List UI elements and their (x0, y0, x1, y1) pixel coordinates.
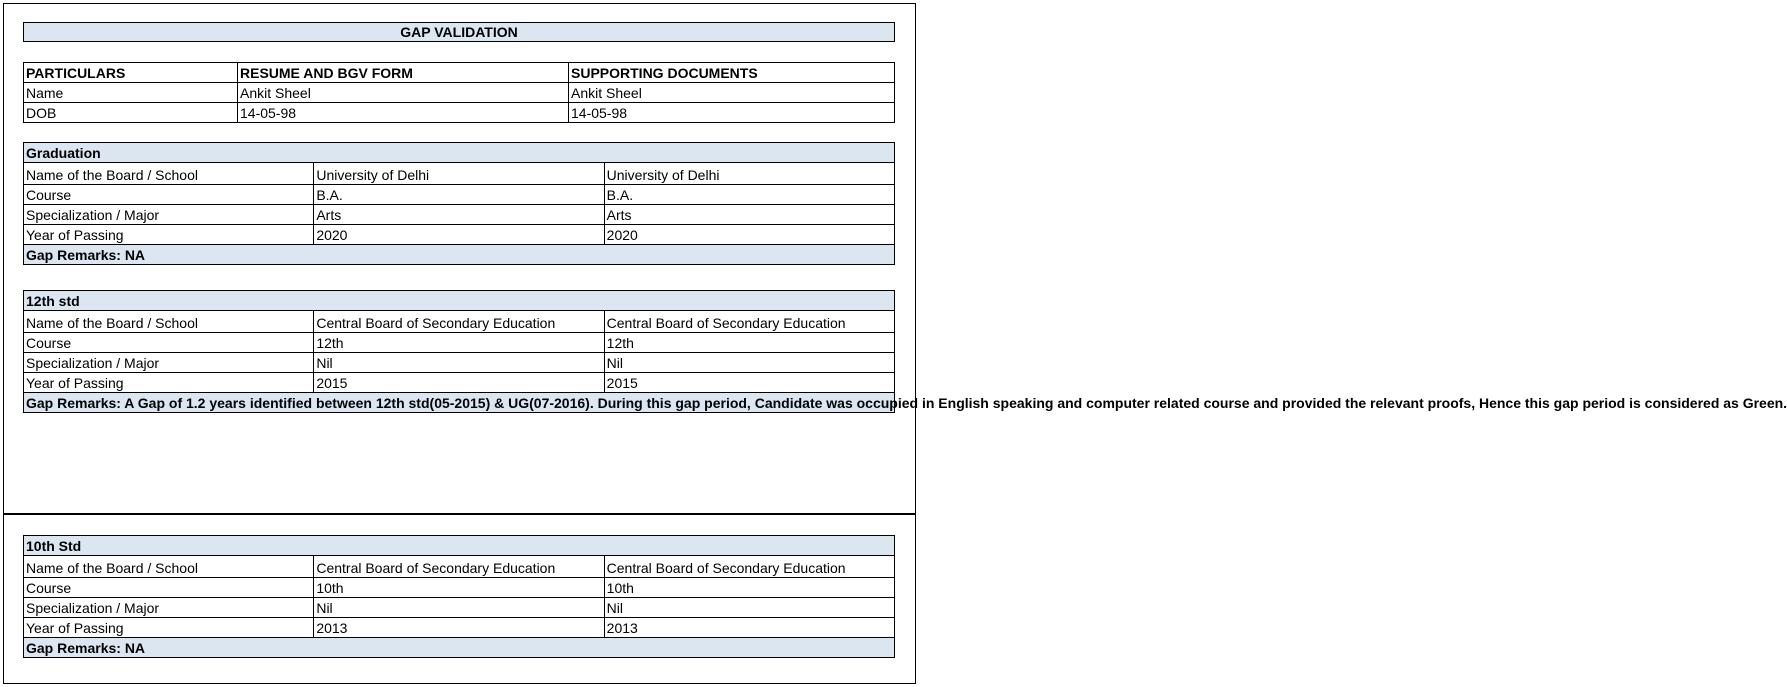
header-resume: RESUME AND BGV FORM (238, 63, 569, 83)
row-label: Name of the Board / School (24, 311, 314, 333)
gap-remarks: Gap Remarks: A Gap of 1.2 years identified between 12th std(05-2015) & UG(07-2016). During this gap period, Candidate was occupied in English speaking and computer related course and provided the relevant proofs, Hence this gap period is considered as Green. (24, 393, 895, 413)
graduation-table (23, 142, 895, 265)
tenth-table (23, 535, 895, 658)
docs-value: 2015 (604, 373, 894, 393)
gap-remarks: Gap Remarks: NA (24, 638, 895, 658)
docs-value: 12th (604, 333, 894, 353)
table-row (24, 556, 895, 578)
docs-value: Central Board of Secondary Education (604, 556, 894, 578)
resume-value: 10th (314, 578, 604, 598)
table-row (24, 311, 895, 333)
table-row (24, 373, 895, 393)
table-row (24, 578, 895, 598)
resume-value: 2020 (314, 225, 604, 245)
table-row (24, 205, 895, 225)
header-supporting-docs: SUPPORTING DOCUMENTS (569, 63, 895, 83)
table-row (24, 353, 895, 373)
row-label: Year of Passing (24, 618, 314, 638)
docs-value: Nil (604, 598, 894, 618)
docs-value: 10th (604, 578, 894, 598)
row-label: Name (24, 83, 238, 103)
resume-value: Arts (314, 205, 604, 225)
row-label: Specialization / Major (24, 353, 314, 373)
table-row (24, 618, 895, 638)
resume-value: B.A. (314, 185, 604, 205)
resume-value: 12th (314, 333, 604, 353)
page-title: GAP VALIDATION (23, 22, 895, 42)
section-title: 12th std (24, 291, 895, 311)
docs-value: 2020 (604, 225, 894, 245)
row-label: Year of Passing (24, 225, 314, 245)
row-label: Name of the Board / School (24, 163, 314, 185)
row-label: Course (24, 333, 314, 353)
row-label: Name of the Board / School (24, 556, 314, 578)
twelfth-table (23, 290, 1787, 413)
particulars-table (23, 62, 895, 123)
row-label: Course (24, 578, 314, 598)
resume-value: 2013 (314, 618, 604, 638)
resume-value: Nil (314, 598, 604, 618)
docs-value: Arts (604, 205, 894, 225)
docs-value: Ankit Sheel (569, 83, 895, 103)
row-label: Course (24, 185, 314, 205)
table-row (24, 163, 895, 185)
resume-value: Nil (314, 353, 604, 373)
resume-value: 14-05-98 (238, 103, 569, 123)
table-row (24, 185, 895, 205)
header-particulars: PARTICULARS (24, 63, 238, 83)
table-row (24, 598, 895, 618)
docs-value: B.A. (604, 185, 894, 205)
docs-value: 2013 (604, 618, 894, 638)
row-label: DOB (24, 103, 238, 123)
row-label: Year of Passing (24, 373, 314, 393)
docs-value: Nil (604, 353, 894, 373)
row-label: Specialization / Major (24, 205, 314, 225)
resume-value: 2015 (314, 373, 604, 393)
resume-value: Central Board of Secondary Education (314, 311, 604, 333)
section-title: Graduation (24, 143, 895, 163)
docs-value: Central Board of Secondary Education (604, 311, 894, 333)
resume-value: Central Board of Secondary Education (314, 556, 604, 578)
table-row (24, 333, 895, 353)
docs-value: 14-05-98 (569, 103, 895, 123)
row-label: Specialization / Major (24, 598, 314, 618)
gap-remarks: Gap Remarks: NA (24, 245, 895, 265)
header-row (24, 63, 895, 83)
resume-value: Ankit Sheel (238, 83, 569, 103)
table-row (24, 83, 895, 103)
resume-value: University of Delhi (314, 163, 604, 185)
section-title: 10th Std (24, 536, 895, 556)
docs-value: University of Delhi (604, 163, 894, 185)
table-row (24, 103, 895, 123)
table-row (24, 225, 895, 245)
